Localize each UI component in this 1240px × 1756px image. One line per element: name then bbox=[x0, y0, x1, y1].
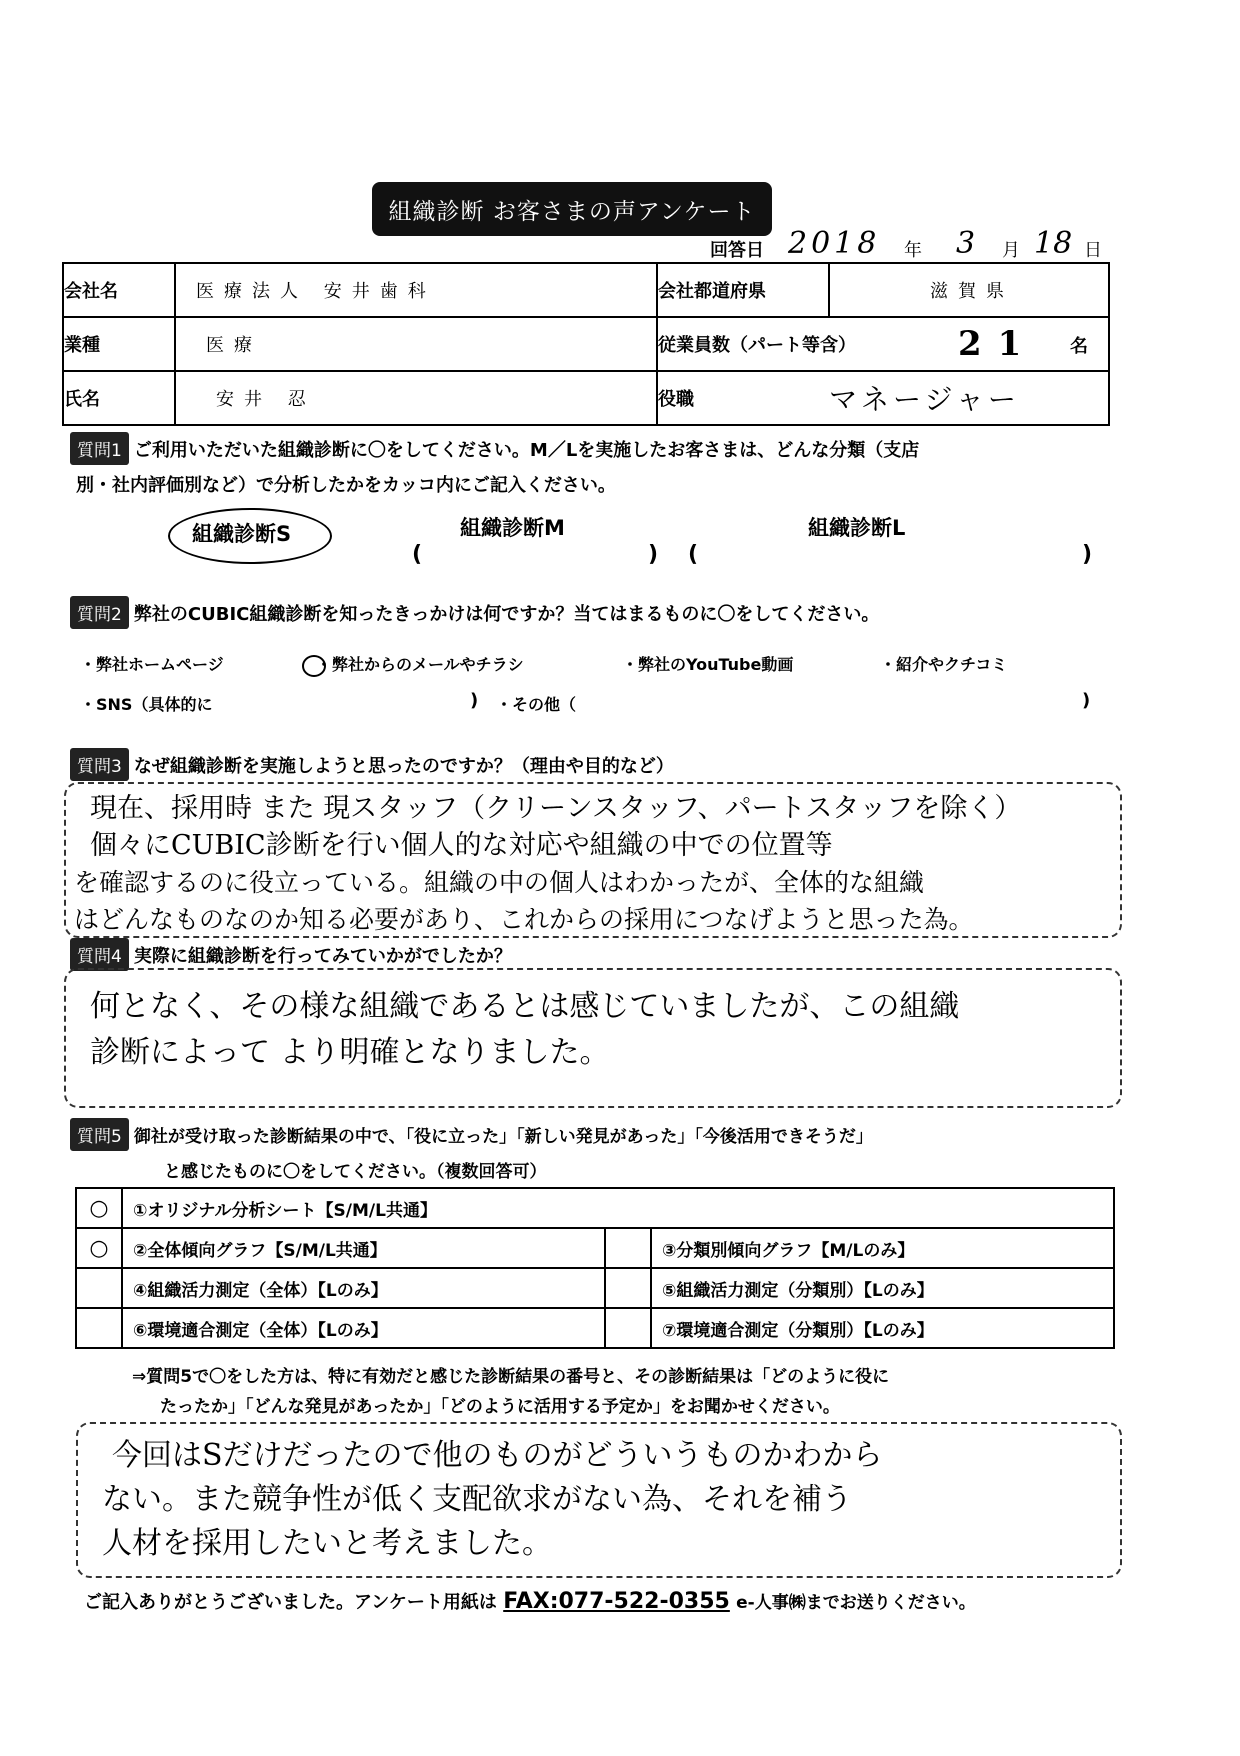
q3-label: 質問3 bbox=[70, 748, 129, 781]
prefecture-value: 滋賀県 bbox=[829, 263, 1109, 317]
q5-answer-line3: 人材を採用したいと考えました。 bbox=[102, 1526, 552, 1561]
q1-m-paren-open: ( bbox=[412, 542, 423, 567]
q2-other-paren-close: ) bbox=[1082, 690, 1091, 711]
q5-followup-line1: ⇒質問5で〇をした方は、特に有効だと感じた診断結果の番号と、その診断結果は「どのように役に bbox=[132, 1367, 890, 1387]
q5-text-line2: と感じたものに〇をしてください。（複数回答可） bbox=[164, 1162, 547, 1182]
date-month-unit: 月 bbox=[1002, 240, 1020, 261]
respondent-info-table bbox=[62, 262, 1110, 426]
date-label: 回答日 bbox=[710, 240, 764, 261]
q2-opt-sns: ・SNS（具体的に bbox=[80, 695, 213, 714]
q4-text: 実際に組織診断を行ってみていかがでしたか？ bbox=[133, 946, 512, 967]
q5-mark-1: ○ bbox=[76, 1188, 122, 1228]
q1-text-line2: 別・社内評価別など）で分析したかをカッコ内にご記入ください。 bbox=[76, 475, 616, 496]
q4-label: 質問4 bbox=[70, 938, 129, 971]
q5-option-7: ⑦環境適合測定（分類別）【Lのみ】 bbox=[651, 1308, 1114, 1348]
q1-label: 質問1 bbox=[70, 432, 129, 465]
q2-text: 弊社のCUBIC組織診断を知ったきっかけは何ですか？当てはまるものに〇をしてください。 bbox=[133, 604, 880, 625]
q5-option-5: ⑤組織活力測定（分類別）【Lのみ】 bbox=[651, 1268, 1114, 1308]
q3-answer-line3: を確認するのに役立っている。組織の中の個人はわかったが、全体的な組織 bbox=[74, 868, 925, 897]
q5-option-3: ③分類別傾向グラフ【M/Lのみ】 bbox=[651, 1228, 1114, 1268]
date-year: 2018 bbox=[788, 226, 881, 261]
q4-answer-line1: 何となく、その様な組織であるとは感じていましたが、この組織 bbox=[90, 989, 960, 1024]
survey-title: 組織診断 お客さまの声アンケート bbox=[372, 182, 772, 236]
employees-cell bbox=[657, 317, 1109, 371]
q1-text-line1: ご利用いただいた組織診断に〇をしてください。M／Lを実施したお客さまは、どんな分類（支店 bbox=[133, 440, 920, 461]
prefecture-label: 会社都道府県 bbox=[657, 263, 829, 317]
employees-label: 従業員数（パート等含） bbox=[658, 335, 856, 356]
q5-mark-5 bbox=[605, 1268, 651, 1308]
industry-label: 業種 bbox=[63, 317, 175, 371]
answer-date bbox=[708, 226, 1108, 262]
q2-opt-other: ・その他（ bbox=[496, 695, 577, 714]
question-5 bbox=[70, 1118, 1130, 1182]
q5-option-6: ⑥環境適合測定（全体）【Lのみ】 bbox=[122, 1308, 605, 1348]
q1-option-s: 組織診断S bbox=[192, 522, 292, 546]
q2-opt-youtube: ・弊社のYouTube動画 bbox=[622, 655, 794, 674]
q2-opt-homepage: ・弊社ホームページ bbox=[80, 655, 224, 674]
employees-unit: 名 bbox=[1070, 336, 1088, 357]
q3-answer-box bbox=[64, 782, 1122, 938]
question-2 bbox=[70, 596, 1120, 629]
q4-answer-box bbox=[64, 968, 1122, 1108]
q1-l-paren-close: ) bbox=[1082, 542, 1093, 567]
position-value: マネージャー bbox=[829, 371, 1109, 425]
q5-answer-line1: 今回はSだけだったので他のものがどういうものかわから bbox=[112, 1438, 883, 1473]
company-value: 医療法人 安井歯科 bbox=[175, 263, 657, 317]
date-year-unit: 年 bbox=[904, 240, 922, 261]
q5-mark-6 bbox=[76, 1308, 122, 1348]
question-3 bbox=[70, 748, 1120, 781]
footer-company: e-人事㈱までお送りください。 bbox=[736, 1593, 976, 1613]
q4-answer-line2: 診断によって より明確となりました。 bbox=[90, 1035, 610, 1070]
date-month: 3 bbox=[956, 226, 976, 261]
name-label: 氏名 bbox=[63, 371, 175, 425]
q5-option-4: ④組織活力測定（全体）【Lのみ】 bbox=[122, 1268, 605, 1308]
company-label: 会社名 bbox=[63, 263, 175, 317]
q2-opt-referral: ・紹介やクチコミ bbox=[880, 655, 1008, 674]
name-value: 安井 忍 bbox=[175, 371, 657, 425]
question-1 bbox=[70, 432, 1120, 497]
q5-option-2: ②全体傾向グラフ【S/M/L共通】 bbox=[122, 1228, 605, 1268]
q3-answer-line1: 現在、採用時 また 現スタッフ（クリーンスタッフ、パートスタッフを除く） bbox=[90, 793, 1022, 824]
q5-label: 質問5 bbox=[70, 1118, 129, 1151]
date-day-unit: 日 bbox=[1084, 240, 1102, 261]
q2-label: 質問2 bbox=[70, 596, 129, 629]
question-4 bbox=[70, 938, 1120, 971]
position-label: 役職 bbox=[657, 371, 829, 425]
q5-followup-line2: たったか」「どんな発見があったか」「どのように活用する予定か」をお聞かせください。 bbox=[160, 1397, 840, 1417]
q5-mark-2: ○ bbox=[76, 1228, 122, 1268]
footer bbox=[84, 1588, 976, 1614]
q1-option-l: 組織診断L bbox=[808, 516, 906, 540]
employees-value: 21 bbox=[958, 324, 1038, 364]
q5-mark-7 bbox=[605, 1308, 651, 1348]
q3-text: なぜ組織診断を実施しようと思ったのですか？（理由や目的など） bbox=[133, 756, 674, 777]
q1-m-paren-close: ) bbox=[648, 542, 659, 567]
q5-answer-box bbox=[76, 1422, 1122, 1578]
q2-opt-mail: ・弊社からのメールやチラシ bbox=[316, 655, 524, 674]
q5-options-table bbox=[75, 1187, 1115, 1349]
q5-option-1: ①オリジナル分析シート【S/M/L共通】 bbox=[122, 1188, 1114, 1228]
q3-answer-line4: はどんなものなのか知る必要があり、これからの採用につなげようと思った為。 bbox=[74, 905, 974, 934]
q1-option-m: 組織診断M bbox=[460, 516, 565, 540]
q1-l-paren-open: ( bbox=[688, 542, 699, 567]
date-day: 18 bbox=[1034, 226, 1073, 261]
industry-value: 医療 bbox=[175, 317, 657, 371]
q3-answer-line2: 個々にCUBIC診断を行い個人的な対応や組織の中での位置等 bbox=[90, 830, 833, 861]
q5-answer-line2: ない。また競争性が低く支配欲求がない為、それを補う bbox=[102, 1482, 852, 1517]
q2-sns-paren-close: ) bbox=[470, 690, 479, 711]
footer-fax: FAX:077-522-0355 bbox=[503, 1589, 730, 1614]
q5-mark-4 bbox=[76, 1268, 122, 1308]
q5-mark-3 bbox=[605, 1228, 651, 1268]
q5-text-line1: 御社が受け取った診断結果の中で、「役に立った」「新しい発見があった」「今後活用できそうだ」 bbox=[133, 1127, 873, 1147]
footer-thanks: ご記入ありがとうございました。アンケート用紙は bbox=[84, 1592, 497, 1613]
